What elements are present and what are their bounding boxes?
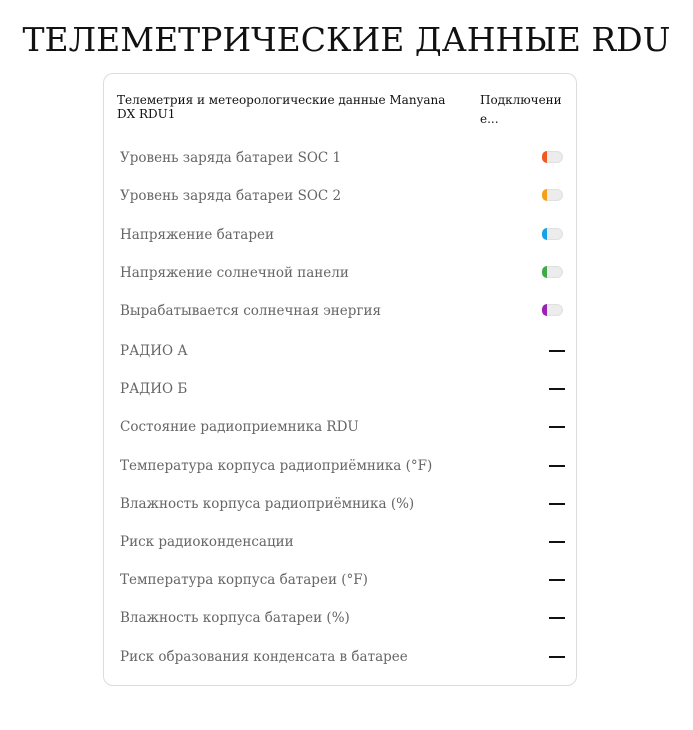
telemetry-row-label: Уровень заряда батареи SOC 2 xyxy=(120,188,342,204)
telemetry-value xyxy=(549,503,565,505)
telemetry-row xyxy=(104,253,576,291)
telemetry-row-label: РАДИО А xyxy=(120,343,188,359)
telemetry-value xyxy=(549,426,565,428)
telemetry-row-label: Влажность корпуса батареи (%) xyxy=(120,610,350,626)
telemetry-row-label: Вырабатывается солнечная энергия xyxy=(120,303,382,319)
telemetry-value xyxy=(549,388,565,390)
telemetry-row xyxy=(104,637,576,675)
toggle-color-indicator xyxy=(542,304,547,316)
telemetry-value xyxy=(549,465,565,467)
telemetry-row xyxy=(104,369,576,407)
telemetry-row-label: Напряжение солнечной панели xyxy=(120,265,349,281)
series-toggle[interactable] xyxy=(542,189,563,201)
telemetry-value xyxy=(549,656,565,658)
toggle-color-indicator xyxy=(542,189,547,201)
telemetry-row-label: Риск образования конденсата в батарее xyxy=(120,649,408,665)
telemetry-row xyxy=(104,560,576,598)
telemetry-row-label: Температура корпуса радиоприёмника (°F) xyxy=(120,458,433,474)
telemetry-row xyxy=(104,176,576,214)
series-toggle[interactable] xyxy=(542,266,563,278)
telemetry-value xyxy=(549,350,565,352)
telemetry-row-label: Состояние радиоприемника RDU xyxy=(120,419,359,435)
telemetry-row xyxy=(104,484,576,522)
card-header xyxy=(104,74,576,134)
telemetry-row xyxy=(104,446,576,484)
telemetry-row-label: Напряжение батареи xyxy=(120,227,274,243)
telemetry-row-label: Уровень заряда батареи SOC 1 xyxy=(120,150,342,166)
telemetry-row xyxy=(104,407,576,445)
telemetry-row-label: Риск радиоконденсации xyxy=(120,534,294,550)
series-toggle[interactable] xyxy=(542,228,563,240)
page-title: ТЕЛЕМЕТРИЧЕСКИЕ ДАННЫЕ RDU xyxy=(22,20,671,59)
telemetry-value xyxy=(549,541,565,543)
telemetry-row-label: Температура корпуса батареи (°F) xyxy=(120,572,368,588)
toggle-color-indicator xyxy=(542,228,547,240)
telemetry-row xyxy=(104,138,576,176)
connection-status: Подключение... xyxy=(480,93,562,126)
telemetry-row xyxy=(104,291,576,329)
telemetry-card xyxy=(103,73,577,686)
telemetry-row-label: Влажность корпуса радиоприёмника (%) xyxy=(120,496,415,512)
telemetry-row xyxy=(104,215,576,253)
telemetry-row xyxy=(104,331,576,369)
telemetry-row-label: РАДИО Б xyxy=(120,381,188,397)
telemetry-row xyxy=(104,522,576,560)
toggle-color-indicator xyxy=(542,151,547,163)
card-title: Телеметрия и метеорологические данные Manyana DX RDU1 xyxy=(117,93,446,121)
telemetry-row xyxy=(104,598,576,636)
toggle-color-indicator xyxy=(542,266,547,278)
telemetry-value xyxy=(549,579,565,581)
series-toggle[interactable] xyxy=(542,304,563,316)
telemetry-value xyxy=(549,617,565,619)
series-toggle[interactable] xyxy=(542,151,563,163)
